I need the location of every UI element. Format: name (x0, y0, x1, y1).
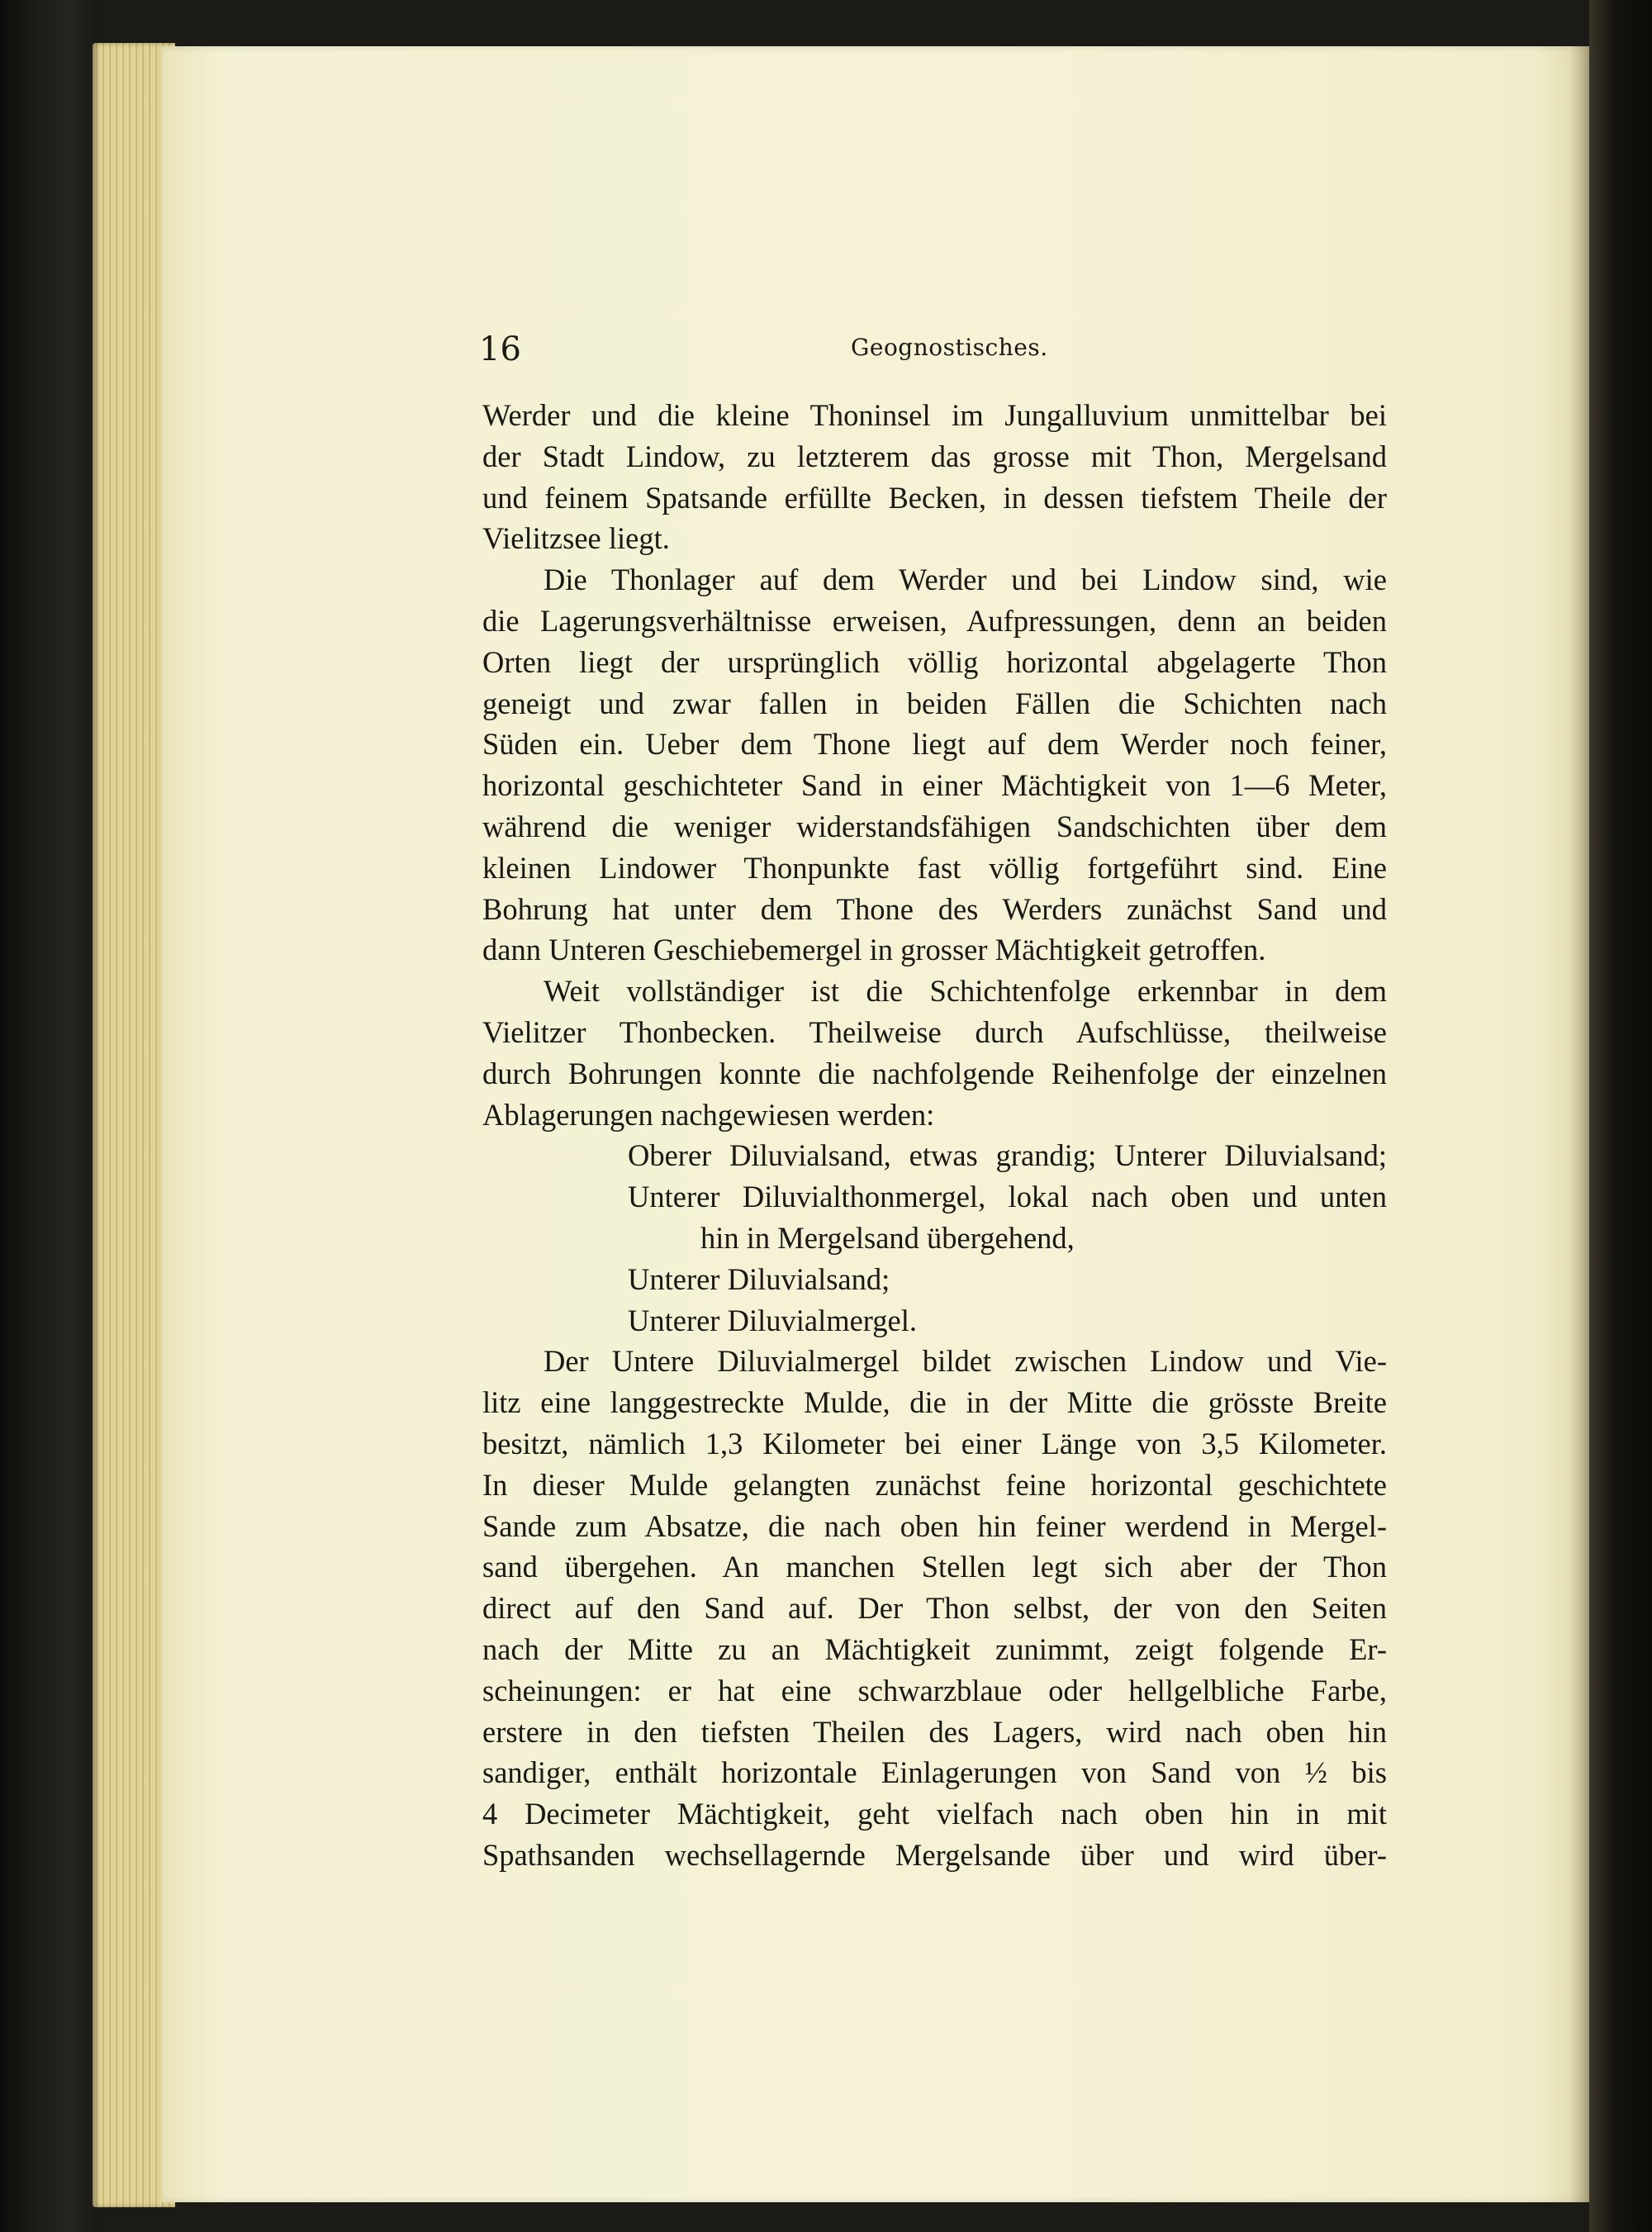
text-line: horizontal geschichteter Sand in einer Mächtigkeit von 1—6 Meter, (482, 768, 1387, 803)
text-line: Vielitzsee liegt. (482, 521, 670, 556)
text-line: Die Thonlager auf dem Werder und bei Lindow sind, wie (544, 563, 1387, 597)
text-line: die Lagerungsverhältnisse erweisen, Aufpressungen, denn an beiden (482, 603, 1387, 638)
text-line: sandiger, enthält horizontale Einlagerungen von Sand von ½ bis (482, 1755, 1387, 1790)
text-line: Ablagerungen nachgewiesen werden: (482, 1097, 935, 1132)
text-line: Spathsanden wechsellagernde Mergelsande über und wird über- (482, 1837, 1387, 1872)
text-line: nach der Mitte zu an Mächtigkeit zunimmt, zeigt folgende Er- (482, 1631, 1387, 1666)
text-line: Der Untere Diluvialmergel bildet zwischen Lindow und Vie- (544, 1344, 1387, 1379)
text-line: direct auf den Sand auf. Der Thon selbst, der von den Seiten (482, 1591, 1387, 1626)
text-line: Orten liegt der ursprünglich völlig horizontal abgelagerte Thon (482, 644, 1387, 679)
text-line: Werder und die kleine Thoninsel im Jungalluvium unmittelbar bei (482, 398, 1387, 432)
text-line: Bohrung hat unter dem Thone des Werders zunächst Sand und (482, 891, 1387, 926)
list-item: Unterer Diluvialsand; (628, 1261, 890, 1296)
list-item: hin in Mergelsand übergehend, (700, 1220, 1075, 1255)
text-line: litz eine langgestreckte Mulde, die in der Mitte die grösste Breite (482, 1385, 1387, 1420)
text-line: Süden ein. Ueber dem Thone liegt auf dem Werder noch feiner, (482, 727, 1387, 762)
book-cover-edge (0, 0, 99, 2232)
list-item: Unterer Diluvialmergel. (628, 1303, 918, 1337)
list-item: Oberer Diluvialsand, etwas grandig; Unterer Diluvialsand; (628, 1138, 1387, 1173)
text-line: während die weniger widerstandsfähigen Sandschichten über dem (482, 809, 1387, 843)
text-line: kleinen Lindower Thonpunkte fast völlig fortgeführt sind. Eine (482, 850, 1387, 885)
text-line: sand übergehen. An manchen Stellen legt sich aber der Thon (482, 1550, 1387, 1584)
list-item: Unterer Diluvialthonmergel, lokal nach oben und unten (628, 1180, 1387, 1214)
text-line: Sande zum Absatze, die nach oben hin feiner werdend in Mergel- (482, 1508, 1387, 1543)
text-line: scheinungen: er hat eine schwarzblaue oder hellgelbliche Farbe, (482, 1673, 1387, 1707)
text-line: der Stadt Lindow, zu letzterem das grosse mit Thon, Mergelsand (482, 439, 1387, 473)
text-line: 4 Decimeter Mächtigkeit, geht vielfach nach oben hin in mit (482, 1797, 1387, 1831)
text-line: besitzt, nämlich 1,3 Kilometer bei einer Länge von 3,5 Kilometer. (482, 1426, 1387, 1460)
background-right (1589, 0, 1652, 2232)
text-line: dann Unteren Geschiebemergel in grosser Mächtigkeit getroffen. (482, 933, 1266, 967)
text-line: durch Bohrungen konnte die nachfolgende Reihenfolge der einzelnen (482, 1056, 1387, 1090)
text-line: Vielitzer Thonbecken. Theilweise durch Aufschlüsse, theilweise (482, 1014, 1387, 1049)
running-head: Geognostisches. (851, 334, 1048, 361)
page-header (479, 330, 1388, 380)
text-line: Weit vollständiger ist die Schichtenfolge erkennbar in dem (544, 974, 1387, 1009)
text-line: geneigt und zwar fallen in beiden Fällen die Schichten nach (482, 686, 1387, 720)
text-line: erstere in den tiefsten Theilen des Lagers, wird nach oben hin (482, 1714, 1387, 1749)
page-number: 16 (479, 330, 521, 368)
text-line: In dieser Mulde gelangten zunächst feine horizontal geschichtete (482, 1467, 1387, 1502)
text-line: und feinem Spatsande erfüllte Becken, in dessen tiefstem Theile der (482, 480, 1387, 515)
body-text (482, 395, 1387, 1876)
